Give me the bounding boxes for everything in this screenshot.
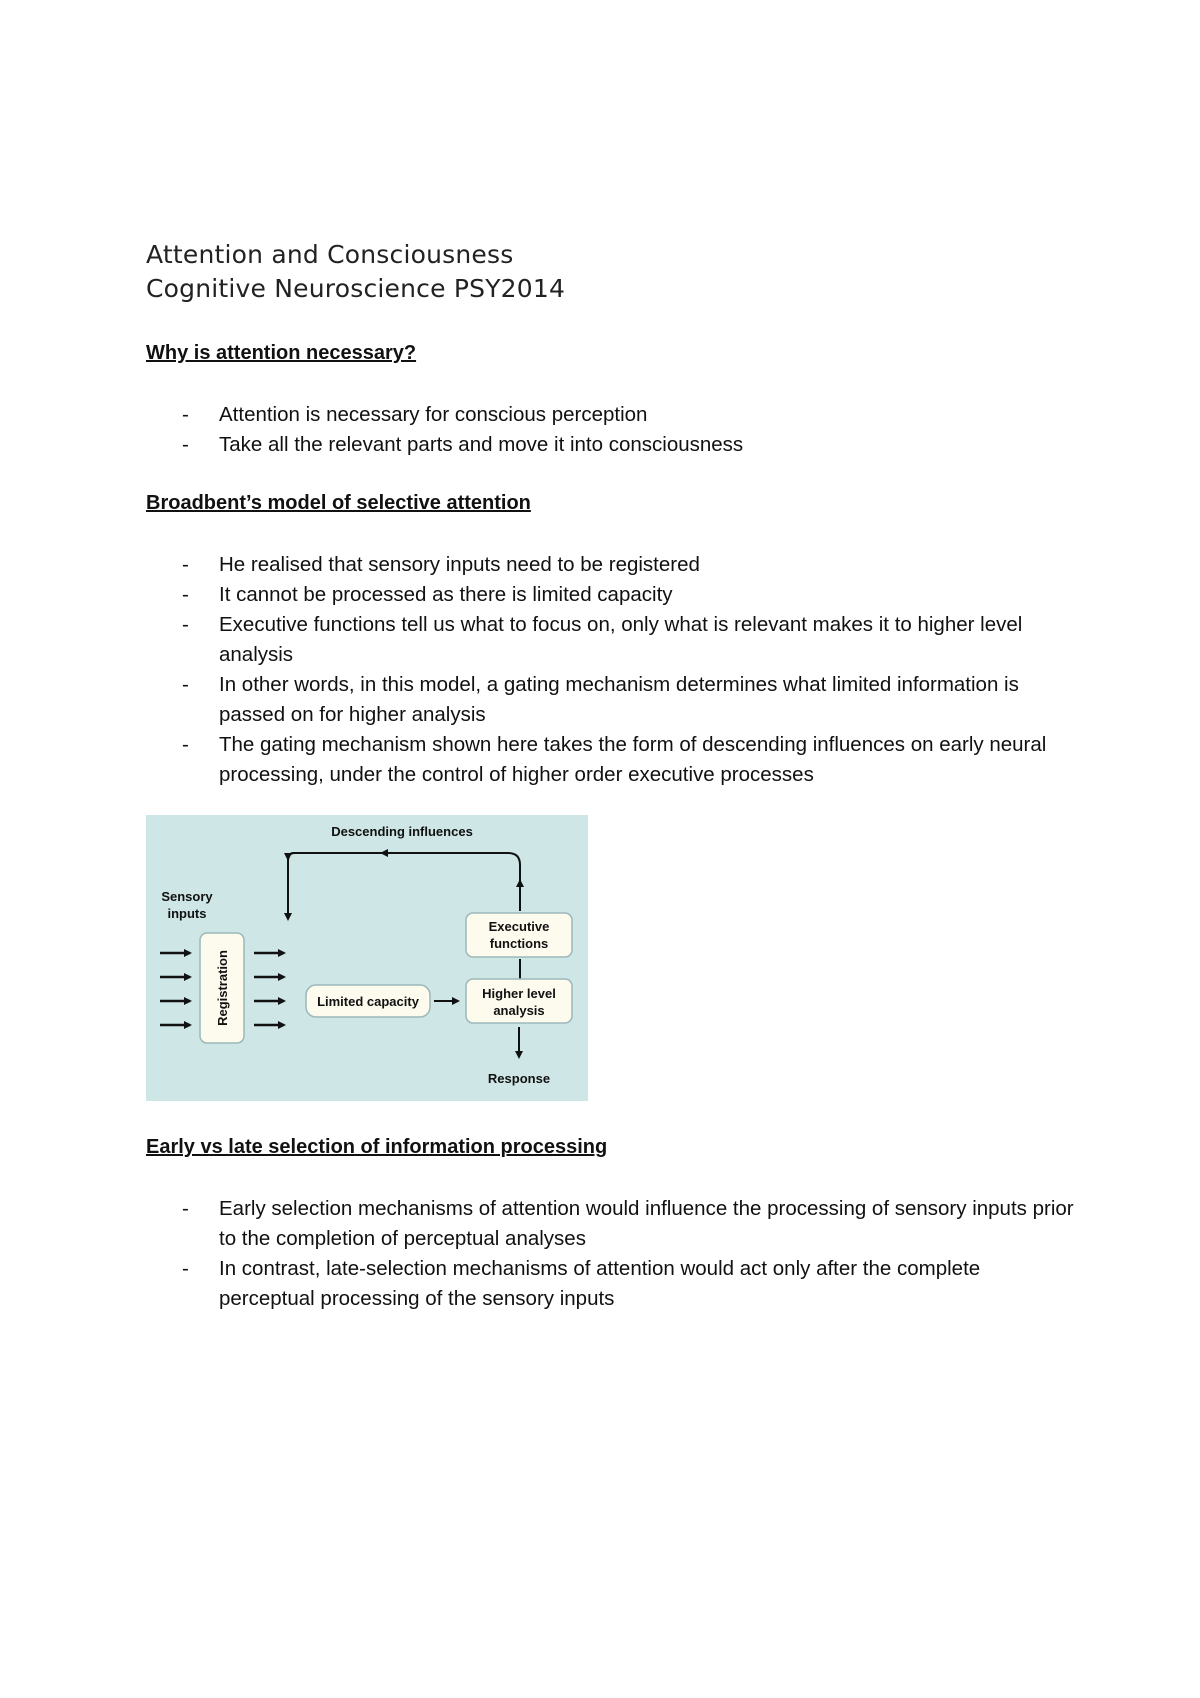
sensory-inputs-label-line1: Sensory bbox=[161, 889, 213, 904]
bullet-list-why-attention bbox=[146, 400, 1076, 460]
section-heading-early-late: Early vs late selection of information processing bbox=[146, 1136, 608, 1158]
bullet-marker: - bbox=[182, 403, 189, 426]
document-title: Attention and Consciousness bbox=[146, 240, 514, 269]
response-label: Response bbox=[487, 1071, 551, 1086]
list-item: - Executive functions tell us what to focus on, only what is relevant makes it to higher level analysis bbox=[146, 610, 1076, 670]
higher-level-analysis-label-line2: analysis bbox=[493, 1003, 545, 1018]
bullet-marker: - bbox=[182, 613, 189, 636]
bullet-marker: - bbox=[182, 1197, 189, 1220]
higher-level-analysis-label-line1: Higher level bbox=[482, 986, 556, 1001]
list-item: - Take all the relevant parts and move it into consciousness bbox=[146, 430, 1076, 460]
bullet-marker: - bbox=[182, 1257, 189, 1280]
list-item: - He realised that sensory inputs need to be registered bbox=[146, 550, 1076, 580]
section-heading-why-attention: Why is attention necessary? bbox=[146, 342, 417, 364]
list-item: - Early selection mechanisms of attention would influence the processing of sensory inputs prior to the completion of perceptual analyses bbox=[146, 1194, 1076, 1254]
sensory-inputs-label-line2: inputs bbox=[167, 906, 207, 921]
bullet-marker: - bbox=[182, 553, 189, 576]
list-item: - The gating mechanism shown here takes the form of descending influences on early neural processing, under the control of higher order executive processes bbox=[146, 730, 1076, 790]
executive-functions-label-line2: functions bbox=[489, 936, 549, 951]
bullet-marker: - bbox=[182, 673, 189, 696]
list-item: - It cannot be processed as there is limited capacity bbox=[146, 580, 1076, 610]
broadbent-model-diagram bbox=[146, 815, 588, 1101]
descending-influences-label: Descending influences bbox=[331, 824, 473, 839]
list-item: - Attention is necessary for conscious perception bbox=[146, 400, 1076, 430]
bullet-list-broadbent bbox=[146, 550, 1076, 790]
registration-label: Registration bbox=[215, 950, 230, 1026]
bullet-marker: - bbox=[182, 583, 189, 606]
limited-capacity-label: Limited capacity bbox=[317, 994, 419, 1009]
list-item: - In contrast, late-selection mechanisms of attention would act only after the complete perceptual processing of the sensory inputs bbox=[146, 1254, 1076, 1314]
section-heading-broadbent: Broadbent’s model of selective attention bbox=[146, 492, 531, 514]
bullet-marker: - bbox=[182, 433, 189, 456]
bullet-marker: - bbox=[182, 733, 189, 756]
document-subtitle: Cognitive Neuroscience PSY2014 bbox=[146, 274, 566, 303]
bullet-list-early-late bbox=[146, 1194, 1076, 1314]
list-item: - In other words, in this model, a gating mechanism determines what limited information is passed on for higher analysis bbox=[146, 670, 1076, 730]
executive-functions-label-line1: Executive bbox=[488, 919, 550, 934]
